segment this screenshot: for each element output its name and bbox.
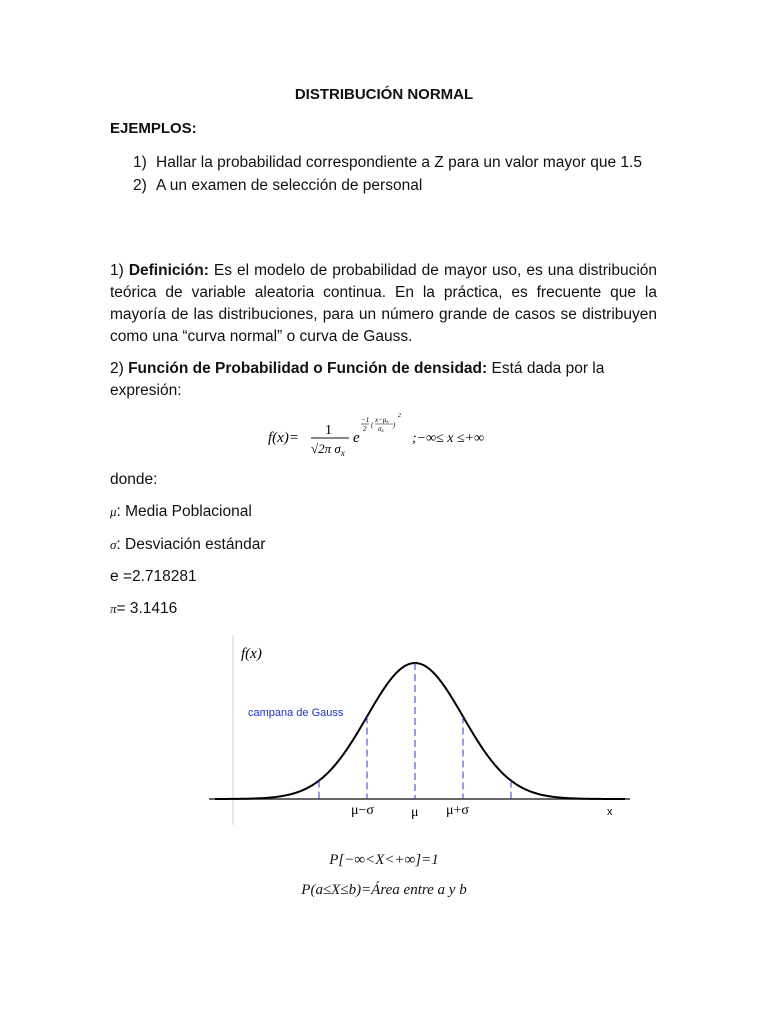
density-paragraph: [110, 358, 657, 402]
svg-text:σx: σx: [378, 425, 384, 434]
definition-e: e =2.718281: [110, 568, 197, 585]
definition-pi: [110, 600, 177, 618]
tick-mu: μ: [411, 805, 419, 820]
list-text: Hallar la probabilidad correspondiente a Z para un valor mayor que 1.5: [156, 154, 642, 171]
list-item: [133, 151, 663, 174]
definition-text: : Desviación estándar: [116, 536, 266, 553]
bell-curve: [215, 663, 625, 799]
interval-probability-formula: P(a≤X≤b)=Área entre a y b: [301, 882, 467, 898]
density-text: Está dada por la expresión:: [110, 360, 605, 399]
symbol-pi: π: [110, 601, 117, 616]
svg-text:(: (: [371, 421, 374, 429]
para-number: 1): [110, 262, 129, 279]
formula-denominator: √2π $\sigma_x$: [311, 441, 345, 458]
density-formula: [265, 408, 505, 463]
where-label: donde:: [110, 471, 158, 488]
formula-lhs: f(x)=: [268, 430, 299, 446]
list-number: 1): [133, 154, 147, 171]
tick-mu-plus-sigma: μ+σ: [446, 803, 469, 818]
svg-text:−1: −1: [361, 416, 370, 424]
para-number: 2): [110, 360, 129, 377]
list-text: A un examen de selección de personal: [156, 177, 423, 194]
page-title: DISTRIBUCIÓN NORMAL: [294, 86, 474, 103]
svg-text:2: 2: [398, 413, 401, 419]
curve-label: campana de Gauss: [248, 707, 344, 719]
formula-exponential: e: [353, 430, 360, 446]
list-number: 2): [133, 177, 147, 194]
x-axis-label: x: [607, 806, 613, 818]
y-axis-label: f(x): [241, 646, 262, 662]
density-label: Función de Probabilidad o Función de densidad:: [128, 360, 488, 377]
tick-mu-minus-sigma: μ−σ: [351, 803, 374, 818]
definition-label: Definición:: [128, 262, 209, 279]
definition-sigma: [110, 536, 265, 554]
definition-paragraph: [110, 260, 657, 348]
svg-text:2: 2: [363, 425, 367, 433]
definition-text: Es el modelo de probabilidad de mayor uso, es una distribución teórica de variable aleatoria continua. En la práctica, es frecuente que la mayoría de las distribuciones, para un número grande de casos se distribuyen como una “curva normal” o curva de Gauss.: [110, 262, 658, 345]
sigma-lines: [319, 663, 511, 799]
formula-exponent: [361, 413, 401, 434]
formula-domain: ;−∞≤ x ≤+∞: [412, 431, 485, 446]
gauss-figure: [205, 630, 635, 830]
examples-list: [133, 151, 663, 197]
symbol-mu: μ: [110, 504, 117, 519]
examples-heading: EJEMPLOS:: [110, 120, 197, 137]
definition-text: = 3.1416: [116, 600, 178, 617]
svg-text:x−μx: x−μx: [375, 416, 389, 425]
formula-numerator: 1: [325, 423, 332, 438]
definition-text: : Media Poblacional: [116, 503, 252, 520]
list-item: [133, 174, 663, 197]
svg-text:): ): [393, 421, 396, 429]
definition-mu: [110, 503, 252, 521]
total-probability-formula: P[−∞<X<+∞]=1: [329, 852, 439, 868]
symbol-sigma: σ: [110, 537, 117, 552]
